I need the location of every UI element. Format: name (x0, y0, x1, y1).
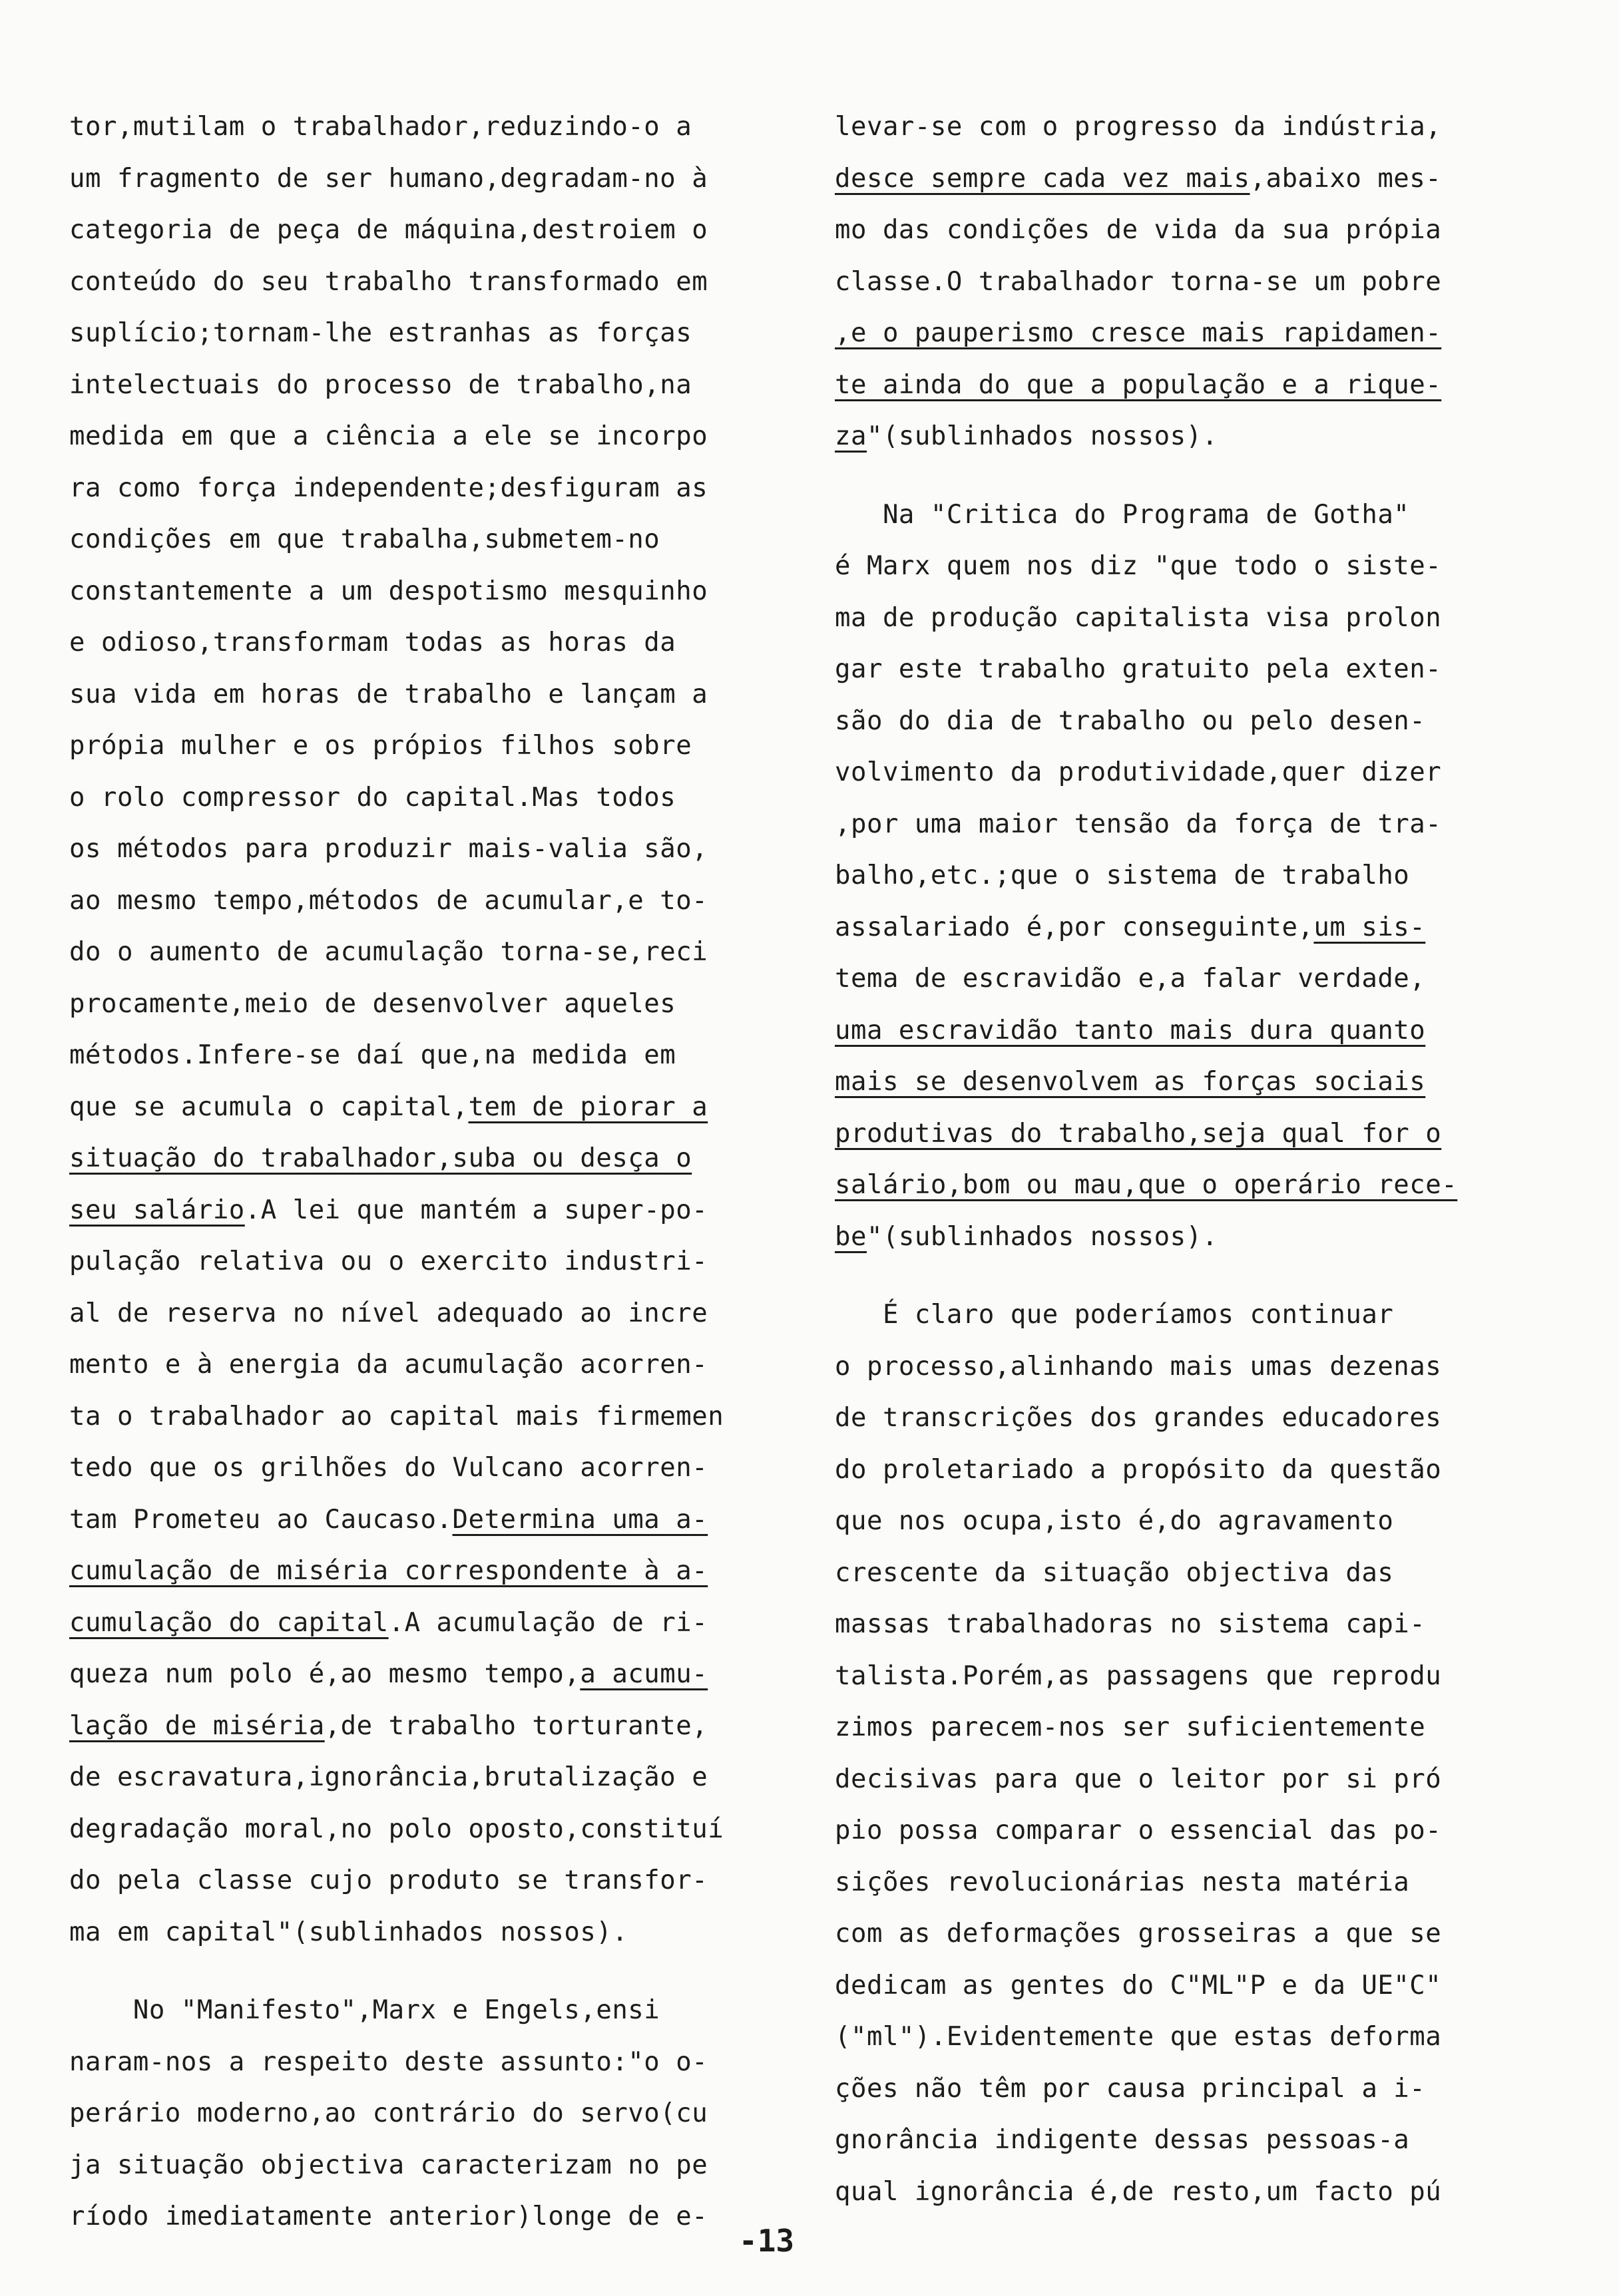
text-run: conteúdo do seu trabalho transformado em (69, 266, 708, 297)
text-run: talista.Porém,as passagens que reprodu (835, 1660, 1442, 1691)
text-line (69, 514, 775, 566)
text-run: queza num polo é,ao mesmo tempo, (69, 1659, 580, 1689)
text-run: gnorância indigente dessas pessoas-a (835, 2125, 1410, 2155)
text-line (69, 1700, 775, 1752)
text-line (69, 256, 775, 308)
text-run: tor,mutilam o trabalhador,reduzindo-o a (69, 112, 692, 142)
text-run: decisivas para que o leitor por si pró (835, 1764, 1442, 1794)
text-line (69, 101, 775, 153)
text-line (69, 2036, 775, 2088)
text-line (69, 1133, 775, 1185)
text-line (835, 1108, 1534, 1160)
left-column (69, 101, 775, 2243)
text-line (835, 1005, 1534, 1057)
text-line (69, 1185, 775, 1237)
text-run: al de reserva no nível adequado ao incre (69, 1298, 708, 1328)
text-line (69, 307, 775, 359)
text-line (69, 1442, 775, 1494)
text-run: crescente da situação objectiva das (835, 1557, 1394, 1588)
text-run: que nos ocupa,isto é,do agravamento (835, 1506, 1394, 1536)
text-line (835, 204, 1534, 256)
text-line (835, 463, 1534, 489)
underlined-text: cumulação de miséria correspondente à a- (69, 1556, 708, 1586)
underlined-text: uma escravidão tanto mais dura quanto (835, 1015, 1426, 1046)
text-line (69, 1648, 775, 1700)
text-run: ,de trabalho torturante, (324, 1710, 708, 1741)
text-run: qual ignorância é,de resto,um facto pú (835, 2176, 1442, 2207)
text-line (69, 1855, 775, 1907)
text-run: tam Prometeu ao Caucaso. (69, 1504, 453, 1535)
text-run: ,abaixo mes- (1250, 163, 1442, 194)
text-run: pio possa comparar o essencial das po- (835, 1816, 1442, 1845)
text-run: ções não têm por causa principal a i- (835, 2073, 1426, 2104)
text-line (835, 1805, 1534, 1857)
text-line (835, 1908, 1534, 1960)
underlined-text: mais se desenvolvem as forças sociais (835, 1067, 1426, 1097)
text-line (835, 953, 1534, 1005)
text-run: dedicam as gentes do C"ML"P e da UE"C" (835, 1970, 1442, 2001)
underlined-text: a acumu- (580, 1659, 708, 1689)
text-line (69, 875, 775, 927)
text-line (69, 2088, 775, 2140)
underlined-text: tem de piorar a (468, 1091, 708, 1122)
text-line (835, 1702, 1534, 1754)
text-run: ,por uma maior tensão da força de tra- (835, 809, 1442, 839)
text-line (835, 101, 1534, 153)
text-line (69, 204, 775, 256)
text-line (69, 1288, 775, 1340)
text-run: constantemente a um despotismo mesquinho (69, 576, 708, 606)
text-run: perário moderno,ao contrário do servo(cu (69, 2098, 708, 2128)
text-run: e odioso,transformam todas as horas da (69, 628, 676, 658)
text-run: No "Manifesto",Marx e Engels,ensi (69, 1995, 660, 2025)
text-line (69, 411, 775, 463)
right-column (835, 101, 1534, 2217)
text-line (835, 540, 1534, 592)
text-run: própia mulher e os própios filhos sobre (69, 731, 692, 761)
text-run: o rolo compressor do capital.Mas todos (69, 782, 676, 813)
text-line (835, 592, 1534, 644)
underlined-text: ,e o pauperismo cresce mais rapidamen- (835, 318, 1442, 348)
text-run: naram-nos a respeito deste assunto:"o o- (69, 2046, 708, 2077)
text-run: massas trabalhadoras no sistema capi- (835, 1609, 1426, 1639)
text-line (835, 902, 1534, 954)
text-line (69, 1030, 775, 1081)
text-line (69, 566, 775, 618)
text-run: É claro que poderíamos continuar (835, 1300, 1394, 1330)
text-run: ma em capital"(sublinhados nossos). (69, 1917, 628, 1947)
text-run: volvimento da produtividade,quer dizer (835, 757, 1442, 787)
text-run: balho,etc.;que o sistema de trabalho (835, 861, 1410, 890)
text-line (69, 1081, 775, 1133)
text-line (835, 2114, 1534, 2166)
text-line (835, 695, 1534, 747)
text-run: suplício;tornam-lhe estranhas as forças (69, 318, 692, 348)
text-run: Na "Critica do Programa de Gotha" (835, 499, 1410, 530)
text-run: .A acumulação de ri- (388, 1607, 708, 1638)
text-line (835, 1495, 1534, 1547)
text-line (835, 1960, 1534, 2012)
text-run: é Marx quem nos diz "que todo o siste- (835, 551, 1442, 581)
text-line (69, 1958, 775, 1985)
text-line (69, 617, 775, 669)
text-run: do o aumento de acumulação torna-se,reci (69, 937, 708, 967)
text-line (835, 153, 1534, 205)
underlined-text: be (835, 1221, 867, 1252)
text-run: do proletariado a propósito da questão (835, 1454, 1442, 1485)
underlined-text: seu salário (69, 1195, 245, 1225)
text-run: gar este trabalho gratuito pela exten- (835, 654, 1442, 684)
text-run: levar-se com o progresso da indústria, (835, 112, 1442, 142)
text-run: zimos parecem-nos ser suficientemente (835, 1712, 1426, 1742)
text-line (69, 463, 775, 514)
underlined-text: desce sempre cada vez mais (835, 163, 1250, 194)
text-line (835, 489, 1534, 541)
text-run: ("ml").Evidentemente que estas deforma (835, 2022, 1442, 2052)
text-run: tema de escravidão e,a falar verdade, (835, 964, 1426, 994)
text-run: classe.O trabalhador torna-se um pobre (835, 266, 1442, 297)
text-run: os métodos para produzir mais-valia são, (69, 834, 708, 864)
text-run: de transcrições dos grandes educadores (835, 1403, 1442, 1433)
text-run: sições revolucionárias nesta matéria (835, 1867, 1410, 1897)
text-line (835, 359, 1534, 411)
text-line (69, 772, 775, 824)
text-run: ma de produção capitalista visa prolon (835, 602, 1442, 633)
text-run: assalariado é,por conseguinte, (835, 912, 1314, 942)
text-run: "(sublinhados nossos). (866, 421, 1218, 451)
text-line (69, 1545, 775, 1597)
text-line (835, 1056, 1534, 1108)
text-run: ta o trabalhador ao capital mais firmemen (69, 1401, 724, 1432)
text-line (835, 256, 1534, 308)
text-line (69, 669, 775, 721)
text-line (69, 978, 775, 1030)
text-line (835, 1650, 1534, 1702)
text-run: do pela classe cujo produto se transfor- (69, 1865, 708, 1895)
text-line (69, 1391, 775, 1443)
text-line (69, 926, 775, 978)
text-line (69, 1597, 775, 1649)
underlined-text: salário,bom ou mau,que o operário rece- (835, 1170, 1458, 1200)
text-run: intelectuais do processo de trabalho,na (69, 369, 692, 400)
text-run: procamente,meio de desenvolver aqueles (69, 988, 676, 1019)
text-line (69, 823, 775, 875)
page-number: -13 (739, 2223, 795, 2259)
underlined-text: situação do trabalhador,suba ou desça o (69, 1143, 692, 1173)
text-run: ra como força independente;desfiguram as (69, 473, 708, 503)
text-run: são do dia de trabalho ou pelo desen- (835, 705, 1426, 736)
text-run: categoria de peça de máquina,destroiem o (69, 215, 708, 245)
text-line (69, 1339, 775, 1391)
text-run: ríodo imediatamente anterior)longe de e- (69, 2201, 708, 2231)
text-line (835, 1262, 1534, 1289)
text-line (835, 1341, 1534, 1393)
text-run: que se acumula o capital, (69, 1091, 469, 1122)
text-line (69, 153, 775, 205)
text-line (835, 1211, 1534, 1263)
text-line (835, 2011, 1534, 2063)
text-line (69, 1804, 775, 1855)
underlined-text: lação de miséria (69, 1710, 325, 1741)
text-line (835, 2166, 1534, 2218)
text-run: condições em que trabalha,submetem-no (69, 524, 660, 554)
text-line (835, 1857, 1534, 1909)
text-run: o processo,alinhando mais umas dezenas (835, 1351, 1442, 1382)
text-line (835, 1754, 1534, 1806)
text-line (69, 1236, 775, 1288)
text-run: .A lei que mantém a super-po- (244, 1195, 708, 1225)
text-line (835, 1599, 1534, 1650)
text-line (69, 1752, 775, 1804)
underlined-text: te ainda do que a população e a rique- (835, 369, 1442, 400)
text-run: métodos.Infere-se daí que,na medida em (69, 1040, 676, 1070)
underlined-text: Determina uma a- (452, 1504, 708, 1535)
text-run: com as deformações grosseiras a que se (835, 1919, 1442, 1949)
text-line (69, 1494, 775, 1546)
text-run: mento e à energia da acumulação acorren- (69, 1350, 708, 1380)
text-line (69, 2191, 775, 2243)
text-line (835, 1547, 1534, 1599)
text-run: de escravatura,ignorância,brutalização e (69, 1762, 708, 1792)
text-run: "(sublinhados nossos). (866, 1221, 1218, 1252)
underlined-text: um sis- (1313, 912, 1426, 942)
text-run: degradação moral,no polo oposto,constituí (69, 1814, 724, 1844)
text-run: ja situação objectiva caracterizam no pe (69, 2150, 708, 2180)
underlined-text: cumulação do capital (69, 1607, 389, 1638)
text-line (69, 359, 775, 411)
text-run: pulação relativa ou o exercito industri- (69, 1246, 708, 1276)
text-line (835, 307, 1534, 359)
text-line (835, 1392, 1534, 1444)
text-line (835, 850, 1534, 902)
text-run: ao mesmo tempo,métodos de acumular,e to- (69, 885, 708, 916)
text-run: um fragmento de ser humano,degradam-no à (69, 163, 708, 194)
text-line (69, 1907, 775, 1959)
text-run: sua vida em horas de trabalho e lançam a (69, 679, 708, 709)
text-line (835, 747, 1534, 799)
underlined-text: za (835, 421, 867, 451)
text-line (835, 1159, 1534, 1211)
text-line (835, 1289, 1534, 1341)
text-line (69, 2140, 775, 2192)
text-line (835, 2063, 1534, 2115)
text-line (835, 644, 1534, 695)
text-line (835, 799, 1534, 851)
underlined-text: produtivas do trabalho,seja qual for o (835, 1118, 1442, 1149)
text-run: tedo que os grilhões do Vulcano acorren- (69, 1453, 708, 1483)
text-run: medida em que a ciência a ele se incorpo (69, 421, 708, 451)
text-line (835, 1444, 1534, 1496)
text-line (835, 411, 1534, 463)
text-line (69, 720, 775, 772)
text-run: mo das condições de vida da sua própia (835, 215, 1442, 245)
text-line (69, 1985, 775, 2036)
